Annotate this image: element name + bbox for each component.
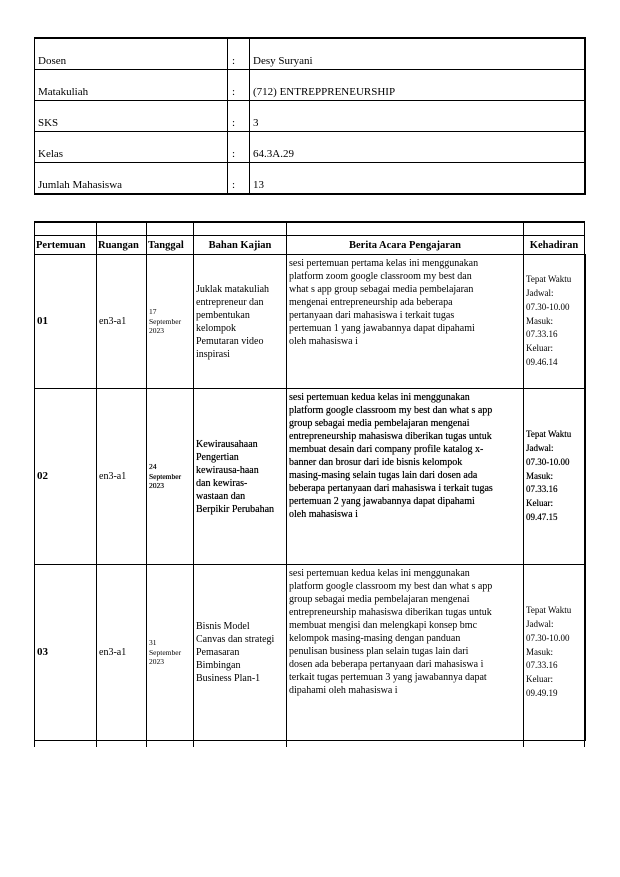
bahan-line: Pemasaran <box>196 647 240 658</box>
berita-line: entrepreneurship mahasiswa diberikan tugas untuk <box>289 431 492 442</box>
info-label: Jumlah Mahasiswa <box>35 163 228 195</box>
table-row <box>35 389 585 565</box>
bahan-line: pembentukan <box>196 309 250 321</box>
berita-line: platform zoom google classroom my best dan <box>289 271 472 282</box>
tail-cell <box>524 741 585 748</box>
berita-acara-cell <box>287 255 524 389</box>
berita-line: kelompok masing-masing dengan panduan <box>289 633 461 644</box>
tail-cell <box>147 741 194 748</box>
pertemuan-cell: 03 <box>35 565 97 741</box>
kehadiran-line: Masuk: <box>526 315 553 326</box>
info-colon: : <box>228 70 250 101</box>
header-ruangan: Ruangan <box>97 236 147 255</box>
bahan-line: Pengertian <box>196 451 239 463</box>
info-label: SKS <box>35 101 228 132</box>
kehadiran-line: Tepat Waktu <box>526 604 572 615</box>
info-row <box>35 163 585 195</box>
berita-line: group sebagai media pembelajaran mengenai <box>289 594 470 605</box>
info-label: Kelas <box>35 132 228 163</box>
bahan-kajian-cell <box>194 255 287 389</box>
info-value: Desy Suryani <box>250 38 585 70</box>
table-row <box>35 255 585 389</box>
kehadiran-cell <box>524 389 585 565</box>
berita-line: terkait tugas pertemuan 3 yang jawabannya dapat <box>289 672 487 683</box>
tail-cell <box>194 741 287 748</box>
bahan-line: kelompok <box>196 322 236 334</box>
info-value: 64.3A.29 <box>250 132 585 163</box>
info-colon: : <box>228 101 250 132</box>
header-pertemuan: Pertemuan <box>35 236 97 255</box>
info-value: 13 <box>250 163 585 195</box>
ruangan-cell: en3-a1 <box>97 389 147 565</box>
kehadiran-line: 07.30-10.00 <box>526 632 570 643</box>
berita-line: entrepreneurship mahasiswa diberikan tugas untuk <box>289 607 492 618</box>
bahan-line: Business Plan-1 <box>196 673 261 684</box>
info-row <box>35 38 585 70</box>
berita-line: pertemuan 2 yang jawabannya dapat dipahami <box>289 496 475 507</box>
attendance-table <box>34 221 586 747</box>
header-kehadiran: Kehadiran <box>524 236 585 255</box>
info-row <box>35 132 585 163</box>
kehadiran-line: Jadwal: <box>526 442 554 453</box>
info-row <box>35 70 585 101</box>
bahan-line: Juklak matakuliah <box>196 283 270 295</box>
bahan-line: Berpikir Perubahan <box>196 503 275 515</box>
kehadiran-line: Keluar: <box>526 343 553 354</box>
berita-line: what s app group sebagai media pembelajaran <box>289 284 474 295</box>
berita-line: pertemuan 1 yang jawabannya dapat dipahami <box>289 323 475 334</box>
tanggal-cell <box>147 255 194 389</box>
berita-line: oleh mahasiswa i <box>289 336 358 347</box>
kehadiran-line: 09.46.14 <box>526 357 558 368</box>
tanggal-line: 2023 <box>149 326 164 336</box>
info-row <box>35 101 585 132</box>
berita-acara-cell <box>287 389 524 565</box>
kehadiran-line: Jadwal: <box>526 618 554 629</box>
berita-line: sesi pertemuan kedua kelas ini menggunakan <box>289 568 470 579</box>
tanggal-line: 24 <box>149 461 157 471</box>
tanggal-line: 31 <box>149 637 157 647</box>
kehadiran-line: 07.33.16 <box>526 660 558 671</box>
berita-line: mengenai entrepreneurship ada beberapa <box>289 297 453 308</box>
bahan-kajian-cell <box>194 389 287 565</box>
berita-line: dosen ada beberapa pertanyaan dari mahasiswa i <box>289 659 484 670</box>
berita-line: oleh mahasiswa i <box>289 509 358 520</box>
berita-line: penulisan business plan selain tugas lain dari <box>289 646 469 657</box>
pertemuan-cell: 02 <box>35 389 97 565</box>
berita-line: sesi pertemuan kedua kelas ini menggunakan <box>289 392 470 403</box>
ruangan-cell: en3-a1 <box>97 255 147 389</box>
bahan-line: Bisnis Model <box>196 621 250 632</box>
table-row <box>35 565 585 741</box>
info-colon: : <box>228 132 250 163</box>
kehadiran-line: 09.47.15 <box>526 512 558 523</box>
berita-line: banner dan brosur dari ide bisnis kelompok <box>289 457 463 468</box>
bahan-line: Bimbingan <box>196 660 241 671</box>
tail-cell <box>97 741 147 748</box>
bahan-line: Canvas dan strategi <box>196 634 275 645</box>
berita-line: sesi pertemuan pertama kelas ini menggunakan <box>289 258 479 269</box>
berita-line: beberapa pertanyaan dari mahasiswa i terkait tugas <box>289 483 493 494</box>
bahan-line: wastaan dan <box>196 490 246 502</box>
bahan-line: kewirausa-haan <box>196 464 259 476</box>
course-info-table <box>34 37 586 195</box>
kehadiran-line: 07.33.16 <box>526 484 558 495</box>
tanggal-line: 17 <box>149 306 157 316</box>
berita-line: dipahami oleh mahasiswa i <box>289 685 398 696</box>
info-colon: : <box>228 163 250 195</box>
kehadiran-line: 09.49.19 <box>526 688 558 699</box>
kehadiran-line: 07.30-10.00 <box>526 456 570 467</box>
bahan-line: dan kewiras- <box>196 477 248 489</box>
tanggal-line: 2023 <box>149 657 164 667</box>
kehadiran-cell <box>524 565 585 741</box>
berita-line: pertanyaan dari mahasiswa i terkait tugas <box>289 310 455 321</box>
tanggal-line: 2023 <box>149 481 164 491</box>
tanggal-cell <box>147 389 194 565</box>
table-top-spacer <box>35 222 585 236</box>
tanggal-line: September <box>149 316 182 326</box>
table-tail-row <box>35 741 585 748</box>
berita-line: platform google classroom my best dan what s app <box>289 405 493 416</box>
info-value: (712) ENTREPPRENEURSHIP <box>250 70 585 101</box>
berita-acara-cell <box>287 565 524 741</box>
info-label: Matakuliah <box>35 70 228 101</box>
berita-line: masing-masing selain tugas lain dari dosen ada <box>289 470 478 481</box>
tanggal-cell <box>147 565 194 741</box>
kehadiran-line: Masuk: <box>526 646 553 657</box>
berita-line: membuat desain dari company profile katalog x- <box>289 444 484 455</box>
kehadiran-line: 07.30-10.00 <box>526 301 570 312</box>
pertemuan-cell: 01 <box>35 255 97 389</box>
header-tanggal: Tanggal <box>147 236 194 255</box>
kehadiran-cell <box>524 255 585 389</box>
bahan-line: Kewirausahaan <box>196 438 258 450</box>
bahan-kajian-cell <box>194 565 287 741</box>
kehadiran-line: Keluar: <box>526 498 553 509</box>
table-header-row <box>35 236 585 255</box>
kehadiran-line: Tepat Waktu <box>526 273 572 284</box>
tail-cell <box>35 741 97 748</box>
berita-line: platform google classroom my best dan what s app <box>289 581 493 592</box>
kehadiran-line: Jadwal: <box>526 287 554 298</box>
bahan-line: entrepreneur dan <box>196 296 264 308</box>
tanggal-line: September <box>149 647 182 657</box>
info-value: 3 <box>250 101 585 132</box>
bahan-line: Pemutaran video <box>196 335 264 347</box>
kehadiran-line: Masuk: <box>526 470 553 481</box>
header-berita-acara: Berita Acara Pengajaran <box>287 236 524 255</box>
ruangan-cell: en3-a1 <box>97 565 147 741</box>
info-colon: : <box>228 38 250 70</box>
bahan-line: inspirasi <box>196 348 230 360</box>
kehadiran-line: 07.33.16 <box>526 329 558 340</box>
kehadiran-line: Keluar: <box>526 674 553 685</box>
kehadiran-line: Tepat Waktu <box>526 428 572 439</box>
tail-cell <box>287 741 524 748</box>
header-bahan-kajian: Bahan Kajian <box>194 236 287 255</box>
berita-line: membuat mengisi dan melengkapi konsep bmc <box>289 620 478 631</box>
tanggal-line: September <box>149 471 182 481</box>
info-label: Dosen <box>35 38 228 70</box>
berita-line: group sebagai media pembelajaran mengenai <box>289 418 470 429</box>
